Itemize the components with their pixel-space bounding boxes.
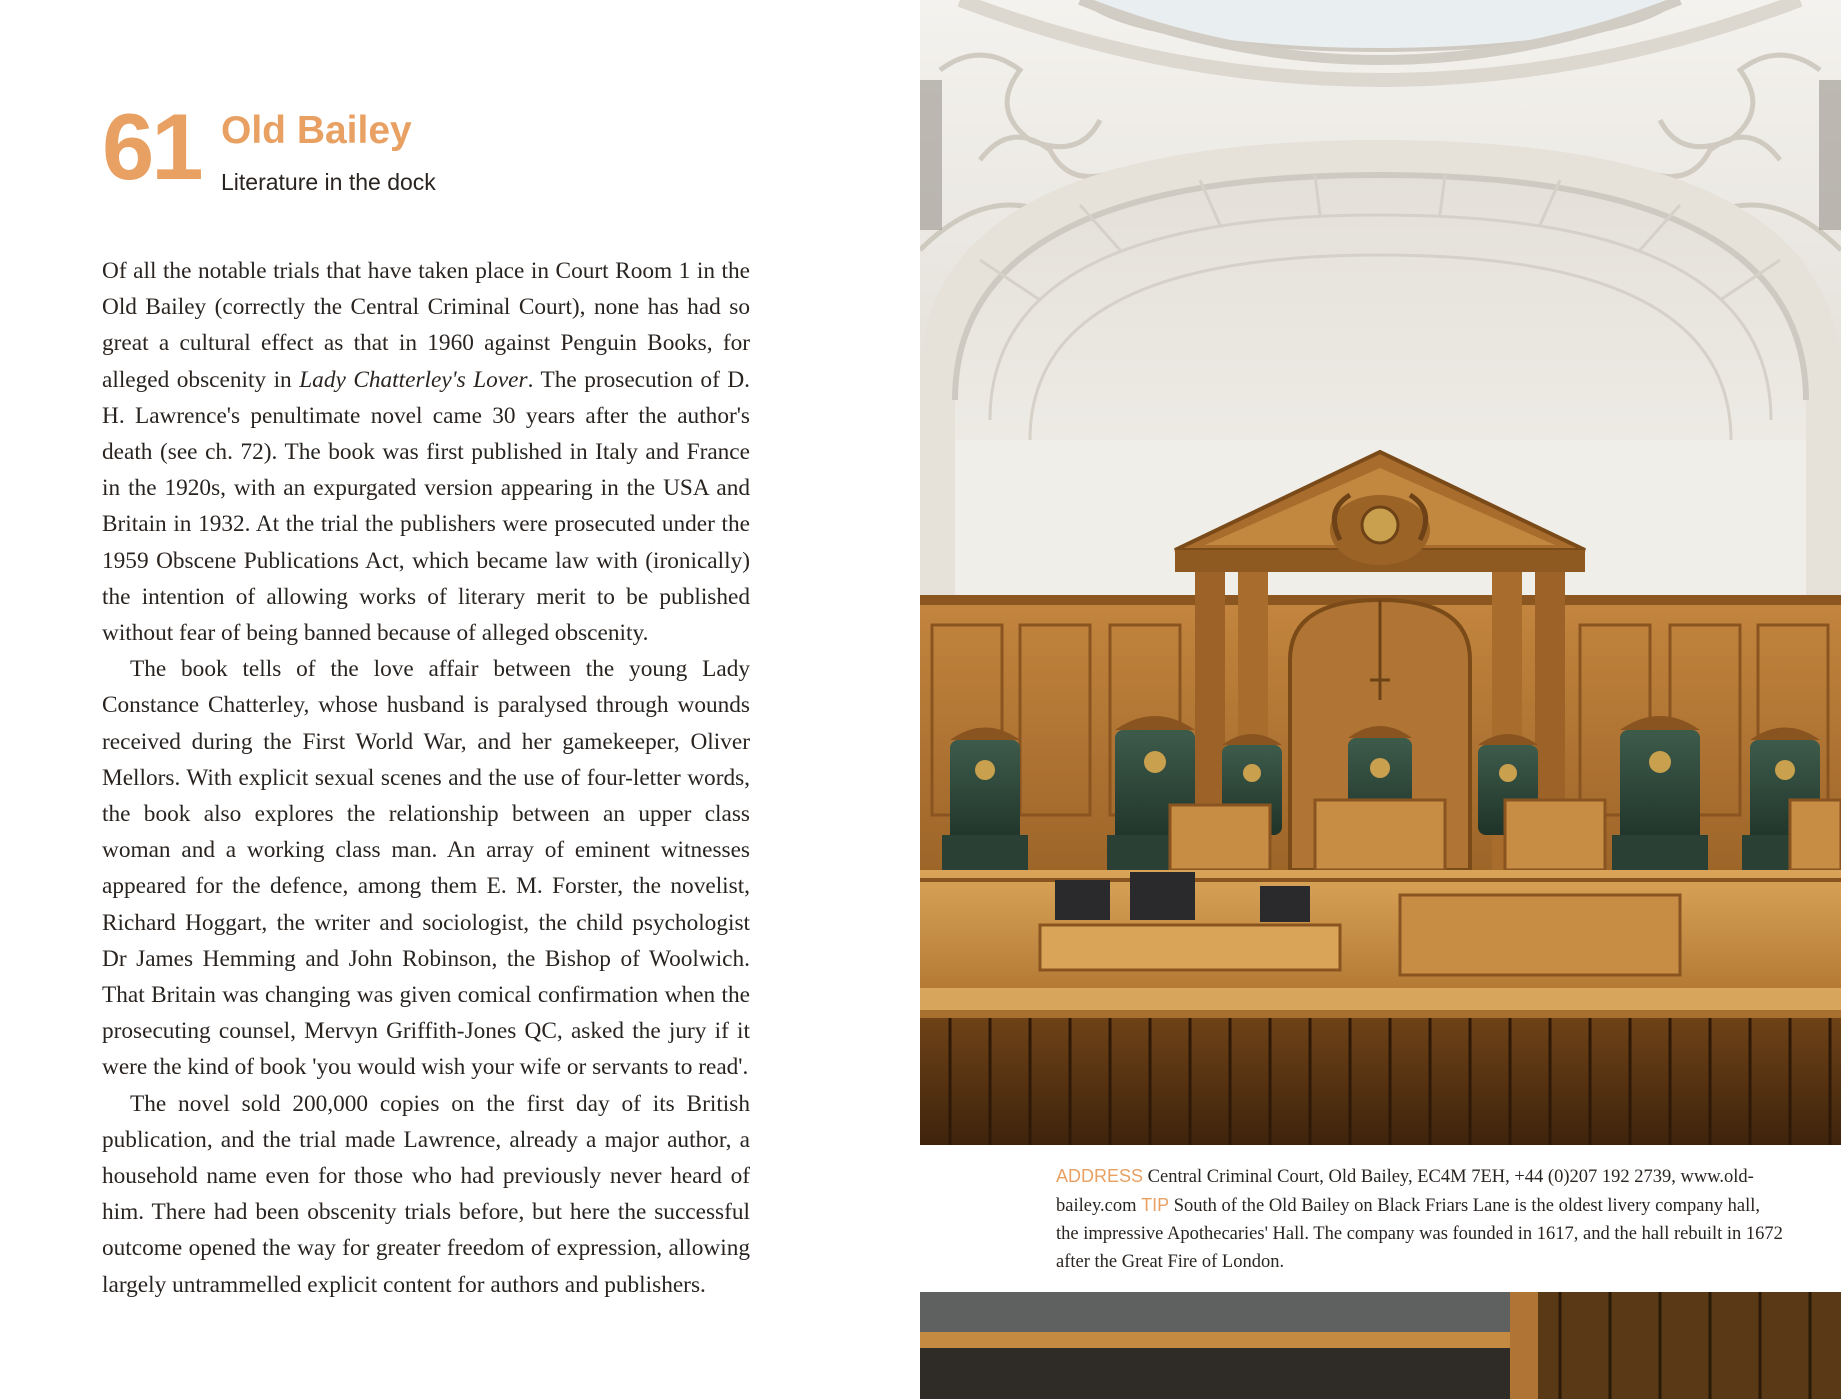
left-page <box>0 0 920 1399</box>
chapter-number: 61 <box>102 94 201 199</box>
courtroom-photo <box>920 0 1841 1145</box>
paragraph-2: The book tells of the love affair between the young Lady Constance Chatterley, whose husband is paralysed through wounds received during the First World War, and her gamekeeper, Oliver Mellors. With explicit sexual scenes and the use of four-letter words, the book also explores the relationship between an upper class woman and a working class man. An array of eminent witnesses appeared for the defence, among them E. M. Forster, the novelist, Richard Hoggart, the writer and sociologist, the child psychologist Dr James Hemming and John Robinson, the Bishop of Woolwich. That Britain was changing was given comical confirmation when the prosecuting counsel, Mervyn Griffith-Jones QC, asked the jury if it were the kind of book 'you would wish your wife or servants to read'. <box>102 656 750 1081</box>
book-title: Lady Chatterley's Lover <box>299 366 528 393</box>
chapter-subtitle: Literature in the dock <box>221 169 436 195</box>
paragraph-3: The novel sold 200,000 copies on the first day of its British publication, and the trial made Lawrence, already a major author, a household name even for those who had previously never heard of him. There had been obscenity trials before, but here the successful outcome opened the way for greater freedom of expression, allowing largely untrammelled explicit content for authors and publishers. <box>102 1090 750 1298</box>
paragraph-1 <box>102 253 750 651</box>
tip-text: South of the Old Bailey on Black Friars Lane is the oldest livery company hall, the impressive Apothecaries' Hall. The company was founded in 1617, and the hall rebuilt in 1672 after the Great Fire of London. <box>1056 1196 1783 1272</box>
right-page <box>920 0 1841 1399</box>
address-label: ADDRESS <box>1056 1166 1144 1186</box>
paragraph-1-end: . The prosecution of D. H. Lawrence's penultimate novel came 30 years after the author's death (see ch. 72). The book was first published in Italy and France in the 1920s, with an expurgated version appearing in the USA and Britain in 1932. At the trial the publishers were prosecuted under the 1959 Obscene Publications Act, which became law with (ironically) the intention of allowing works of literary merit to be published without fear of being banned because of alleged obscenity. <box>102 366 750 647</box>
address-text: Central Criminal Court, Old Bailey, EC4M 7EH, +44 (0)207 192 2739, www.old-bailey.com <box>1056 1167 1754 1216</box>
paragraph-1-start: Of all the notable trials that have taken place in Court Room 1 in the Old Bailey (correctly the Central Criminal Court), none has had so great a cultural effect as that in 1960 against Penguin Books, for alleged obscenity in <box>102 258 750 393</box>
chapter-title: Old Bailey <box>221 109 412 152</box>
tip-label: TIP <box>1141 1195 1170 1215</box>
photo-caption <box>1056 1162 1786 1276</box>
bench-strip-illustration <box>920 1292 1841 1399</box>
courtroom-illustration <box>920 0 1841 1145</box>
body-text <box>102 253 750 1303</box>
bench-strip-photo <box>920 1292 1841 1399</box>
